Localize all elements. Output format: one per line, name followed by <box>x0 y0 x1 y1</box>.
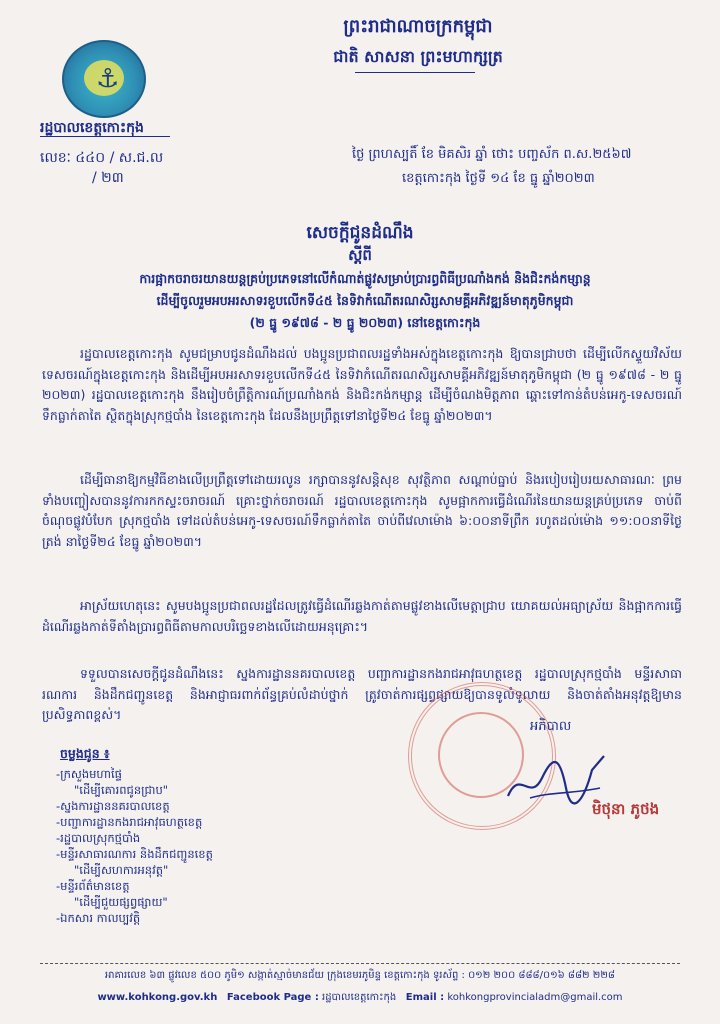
email-link[interactable]: kohkongprovincialadm@gmail.com <box>447 992 623 1003</box>
cc-item: -មន្ទីរព័ត៌មានខេត្ត <box>56 879 130 893</box>
provincial-emblem-logo <box>62 40 146 118</box>
cc-item: -ឯកសារ កាលប្បវត្តិ <box>56 911 141 925</box>
cc-item: "ដើម្បីសហការអនុវត្ត" <box>74 863 169 877</box>
document-title: សេចក្តីជូនដំណឹង <box>306 223 414 243</box>
signer-title: អភិបាល <box>530 719 572 734</box>
cc-item: -ក្រសួងមហាផ្ទៃ <box>56 767 122 781</box>
anchor-icon: ⚓ <box>96 64 120 94</box>
cc-item: "ដើម្បីគោរពជូនជ្រាប" <box>74 783 169 797</box>
subject-line: (២ ធ្នូ ១៩៧៨ - ២ ធ្នូ ២០២៣) នៅខេត្តកោះកុង <box>249 315 481 330</box>
body-paragraph: អាស្រ័យហេតុនេះ សូមបងប្អូនប្រជាពលរដ្ឋដែលត្រូវធ្វើដំណើរឆ្លងកាត់តាមផ្លូវខាងលើមេត្តាជ្រាប យោគយល់អធ្យាស្រ័យ និងផ្អាកការធ្វើដំណើរឆ្លងកាត់ទីតាំងប្រារព្ធពិធីតាមកាលបរិច្ឆេទខាងលើដោយអនុគ្រោះ។ <box>42 598 682 634</box>
reference-number: លេខៈ ៤៤០ / ស.ជ.ល <box>40 150 164 166</box>
kingdom-heading: ព្រះរាជាណាចក្រកម្ពុជា <box>343 16 493 37</box>
authority-underline <box>40 136 170 137</box>
national-motto: ជាតិ សាសនា ព្រះមហាក្សត្រ <box>333 47 503 66</box>
footer-address: អាគារលេខ ៦៣ ផ្លូវលេខ ៥០០ ភូមិ១ សង្កាត់ស្មាច់មានជ័យ ក្រុងខេមរភូមិន្ទ ខេត្តកោះកុង ទូរស័ព្ទ : ០១២ ២០០ ៨៨៨/០១៦ ៨៨២ ២២៨ <box>104 970 616 981</box>
body-paragraph: ដើម្បីធានាឱ្យកម្មវិធីខាងលើប្រព្រឹត្តទៅដោយរលូន រក្សាបាននូវសន្តិសុខ សុវត្ថិភាព សណ្តាប់ធ្នាប់ និងរបៀបរៀបរយសាធារណៈ ព្រមទាំងបញ្ចៀសបាននូវការកកស្ទះចរាចរណ៍ គ្រោះថ្នាក់ចរាចរណ៍ រដ្ឋបាលខេត្តកោះកុង សូមផ្អាកការធ្វើដំណើរនៃយានយន្តគ្រប់ប្រភេទ ចាប់ពីចំណុចផ្លូវបំបែក ស្រុកថ្មបាំង ទៅដល់តំបន់អេកូ-ទេសចរណ៍ទឹកធ្លាក់តាតៃ ចាប់ពីវេលាម៉ោង ៦:០០នាទីព្រឹក រហូតដល់ម៉ោង ១១:០០នាទីថ្ងៃត្រង់ នាថ្ងៃទី២៤ ខែធ្នូ ឆ្នាំ២០២៣។ <box>42 472 682 549</box>
handwritten-signature <box>500 748 610 808</box>
signer-name: មិថុនា ភូថង <box>592 800 660 818</box>
subject-line: ដើម្បីចូលរួមអបអរសាទរខួបលើកទី៤៥ នៃទិវាកំណើតរណសិរ្សសាមគ្គីអភិវឌ្ឍន៍មាតុភូមិកម្ពុជា <box>156 293 574 308</box>
cc-item: -មន្ទីរសាធារណការ និងដឹកជញ្ជូនខេត្ត <box>56 847 213 861</box>
footer-contacts <box>40 990 680 1005</box>
cc-list <box>56 766 376 926</box>
footer-divider <box>40 963 680 964</box>
cc-item: -ស្នងការដ្ឋាននគរបាលខេត្ត <box>56 799 170 813</box>
subject-line: ការផ្អាកចរាចរយានយន្តគ្រប់ប្រភេទនៅលើកំណាត់ផ្លូវសម្រាប់ប្រារព្ធពិធីប្រណាំងកង់ និងជិះកង់កម្សាន្ត <box>139 271 591 286</box>
cc-heading: ចម្លងជូន ៖ <box>60 746 110 761</box>
facebook-value[interactable]: រដ្ឋបាលខេត្តកោះកុង <box>322 992 397 1003</box>
solar-date: ខេត្តកោះកុង ថ្ងៃទី ១៤ ខែ ធ្នូ ឆ្នាំ២០២៣ <box>402 171 595 186</box>
email-label: Email : <box>405 992 445 1003</box>
body-paragraph: ទទួលបានសេចក្តីជូនដំណឹងនេះ ស្នងការដ្ឋាននគរបាលខេត្ត បញ្ជាការដ្ឋានកងរាជអាវុធហត្ថខេត្ត រដ្ឋបាលស្រុកថ្មបាំង មន្ទីរសាធារណការ និងដឹកជញ្ជូនខេត្ត និងអាជ្ញាធរពាក់ព័ន្ធគ្រប់លំដាប់ថ្នាក់ ត្រូវចាត់ការផ្សព្វផ្សាយឱ្យបានទូលំទូលាយ និងចាត់តាំងអនុវត្តឱ្យមានប្រសិទ្ធភាពខ្ពស់។ <box>42 666 682 722</box>
cc-item: -បញ្ជាការដ្ឋានកងរាជអាវុធហត្ថខេត្ត <box>56 815 203 829</box>
facebook-label: Facebook Page : <box>226 992 319 1003</box>
motto-divider <box>355 72 475 73</box>
reference-number-suffix: / ២៣ <box>92 170 124 186</box>
subject-block <box>60 268 670 334</box>
issuing-authority: រដ្ឋបាលខេត្តកោះកុង <box>40 120 144 136</box>
website-link[interactable]: www.kohkong.gov.kh <box>97 992 218 1003</box>
lunar-date: ថ្ងៃ ព្រហស្បតិ៍ ខែ មិគសិរ ឆ្នាំ ថោះ បញ្ចស័ក ព.ស.២៥៦៧ <box>352 147 632 162</box>
cc-item: -រដ្ឋបាលស្រុកថ្មបាំង <box>56 831 141 845</box>
cc-item: "ដើម្បីជួយផ្សព្វផ្សាយ" <box>74 895 168 909</box>
subject-heading: ស្តីពី <box>348 246 372 264</box>
body-paragraph: រដ្ឋបាលខេត្តកោះកុង សូមជម្រាបជូនដំណឹងដល់ បងប្អូនប្រជាពលរដ្ឋទាំងអស់ក្នុងខេត្តកោះកុង ឱ្យបានជ្រាបថា ដើម្បីលើកស្ទួយវិស័យទេសចរណ៍ក្នុងខេត្តកោះកុង និងដើម្បីអបអរសាទរខួបលើកទី៤៥ នៃទិវាកំណើតរណសិរ្សសាមគ្គីអភិវឌ្ឍន៍មាតុភូមិកម្ពុជា (២ ធ្នូ ១៩៧៨ - ២ ធ្នូ ២០២៣) រដ្ឋបាលខេត្តកោះកុង នឹងរៀបចំព្រឹត្តិការណ៍ប្រណាំងកង់ និងជិះកង់កម្សាន្ត ដើម្បីចំណងមិត្តភាព ឆ្ពោះទៅកាន់តំបន់អេកូ-ទេសចរណ៍ទឹកធ្លាក់តាតៃ ស្ថិតក្នុងស្រុកថ្មបាំង នៃខេត្តកោះកុង ដែលនឹងប្រព្រឹត្តទៅនាថ្ងៃទី២៤ ខែធ្នូ ឆ្នាំ២០២៣។ <box>42 346 682 423</box>
